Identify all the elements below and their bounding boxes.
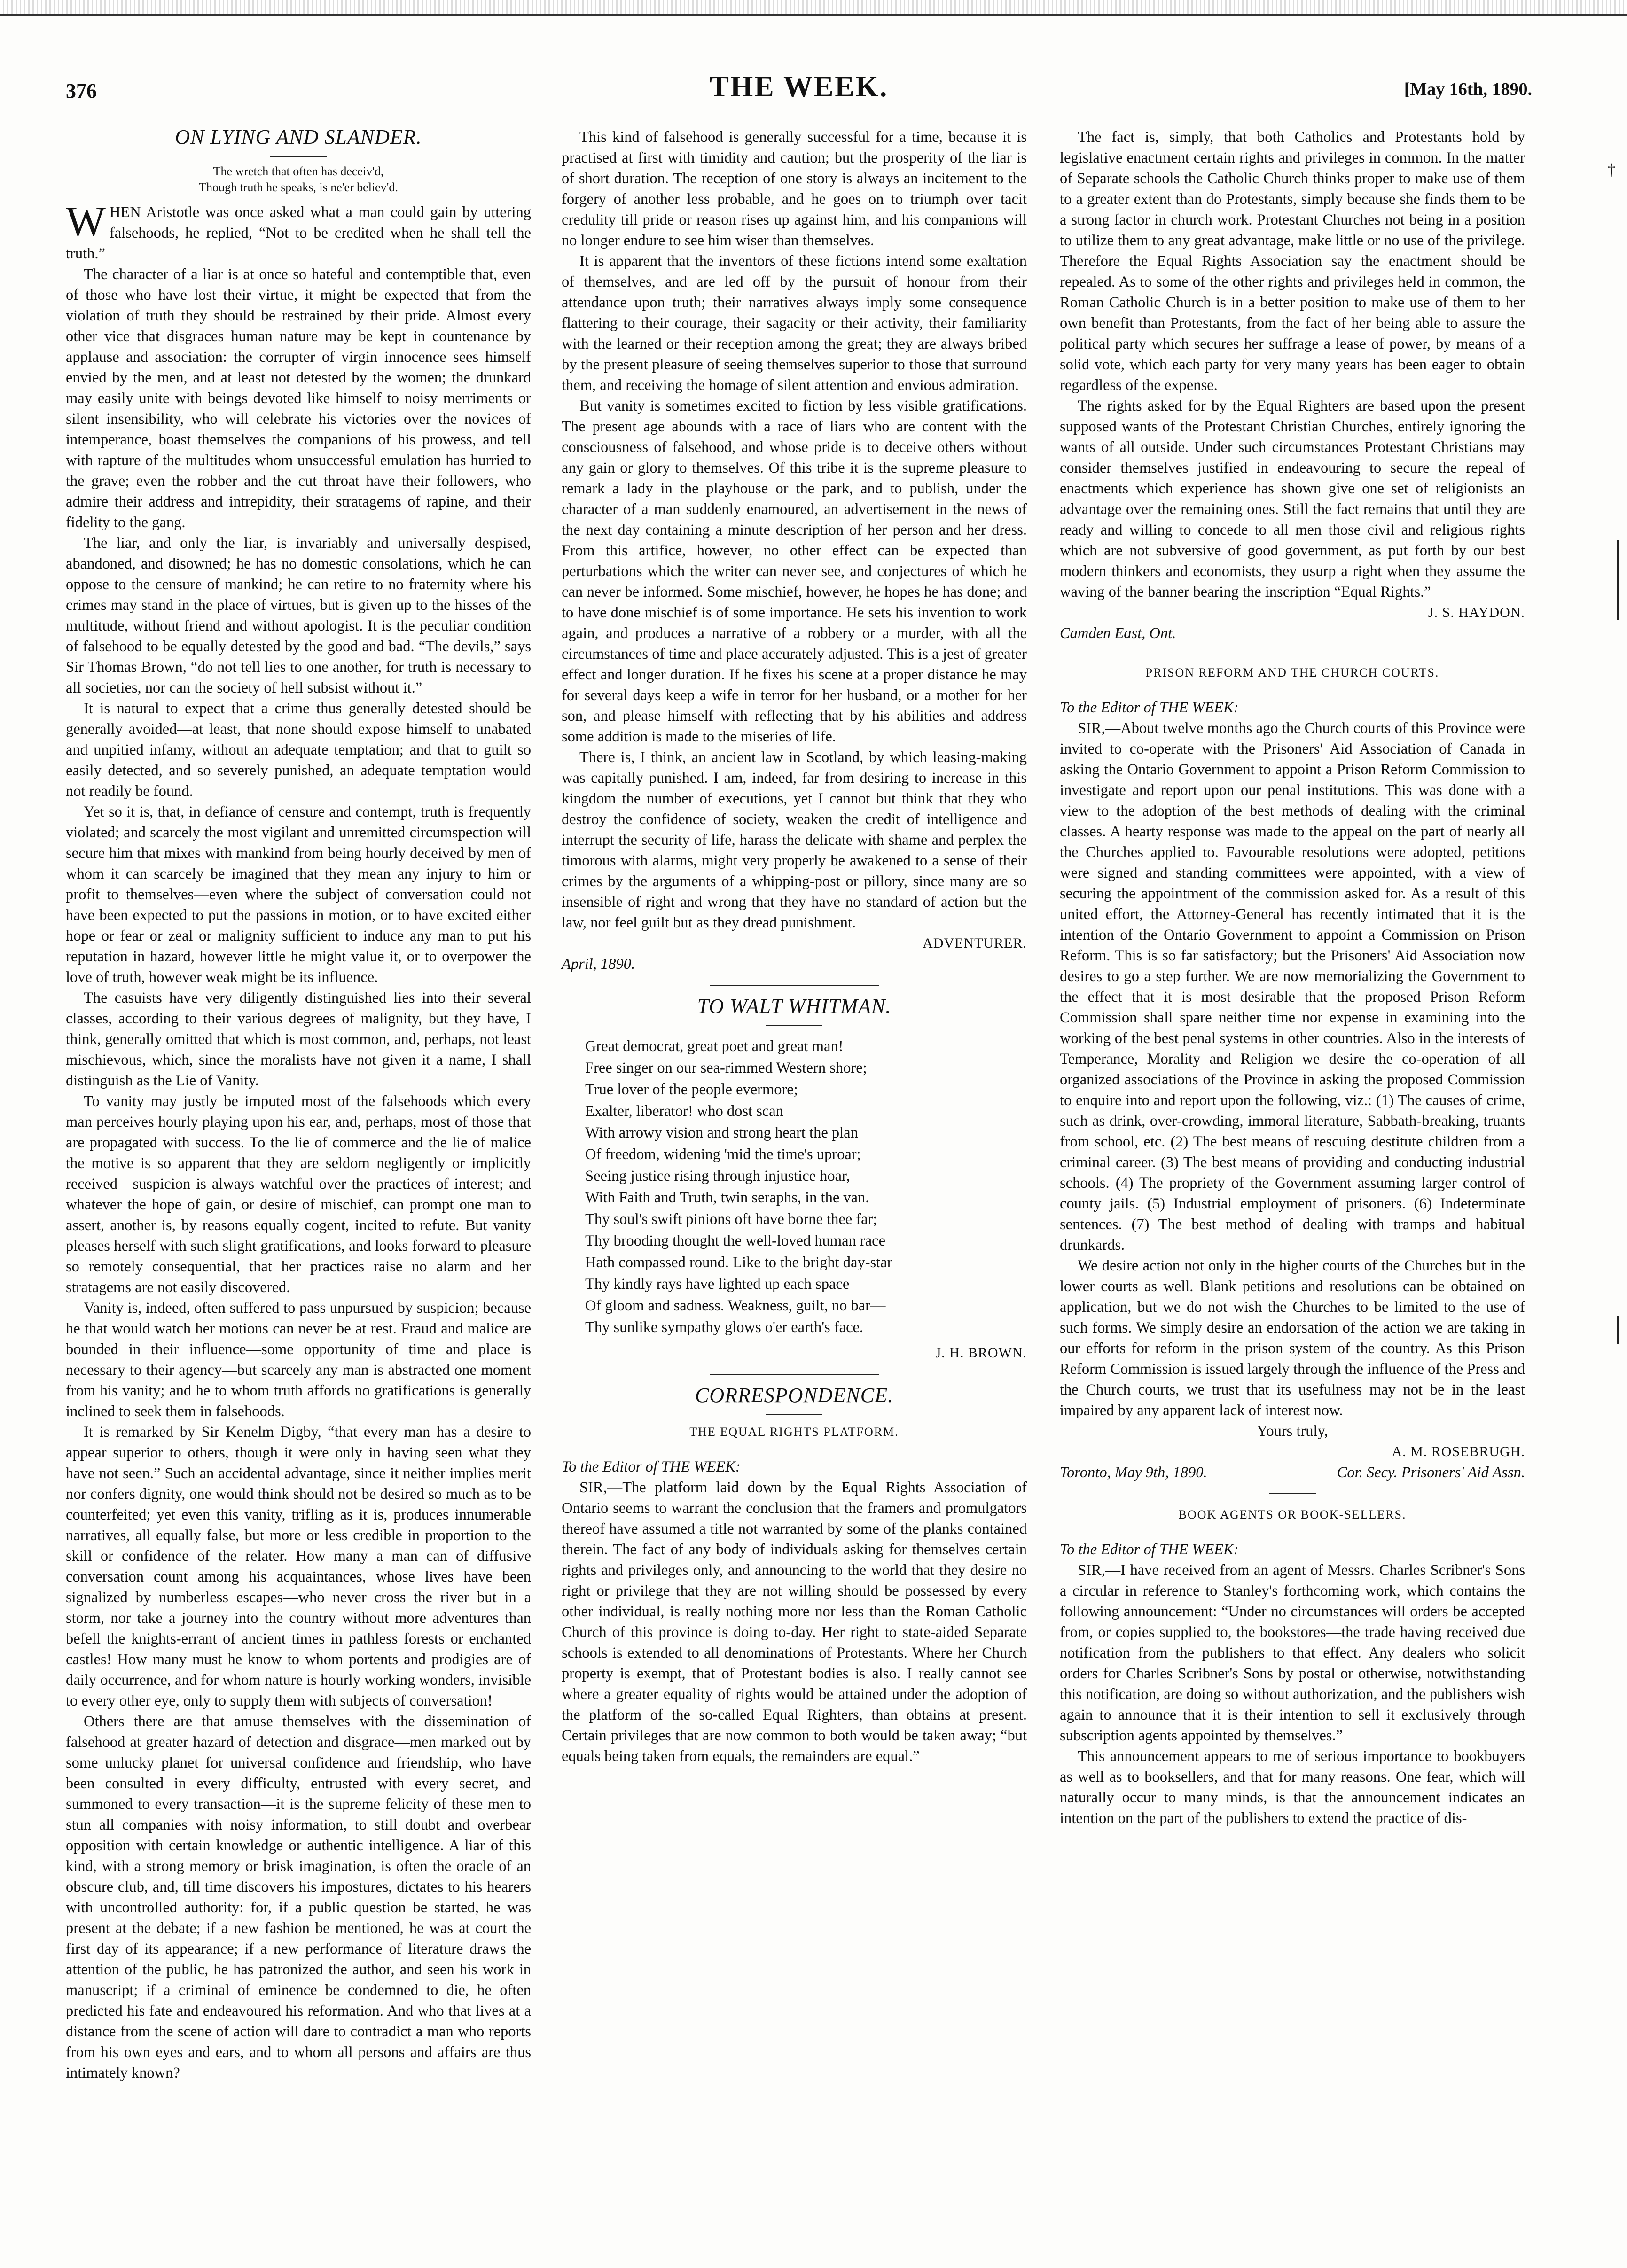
to-editor: To the Editor of THE WEEK: [1060,699,1239,716]
lying-para: It is natural to expect that a crime thus generally detested should be generally avoided—at least, that none should expose himself to unabated and unpitied infamy, without an adequate temptation; and that to guilt so easily detected, and so severely punished, an adequate temptation would not readily be found. [66,700,531,800]
divider [1269,1493,1316,1494]
whitman-signature: J. H. BROWN. [935,1345,1027,1361]
poem-line: Exalter, liberator! who dost scan [585,1103,783,1120]
prison-para: SIR,—About twelve months ago the Church courts of this Province were invited to co-operate with the Prisoners' Aid Association of Canada in asking the Ontario Government to appoint a Prison Reform Commission to investigate and report upon our penal institutions. This was done with a view to the adoption of the best methods of dealing with the criminal classes. A hearty response was made to the appeal on the part of nearly all the Churches applied to. Favourable resolutions were adopted, petitions were signed and standing committees were appointed, with a view of securing the appointment of the commission asked for. As a result of this united effort, the Attorney-General has recently intimated that it is the intention of the Ontario Government to appoint a Commission on Prison Reform. This is so far satisfactory; but the Prisoners' Aid Association now desires to go a step further. We are now memorializing the Government to the effect that it is most desirable that the proposed Prison Reform Commission shall spare neither time nor expense in examining into the working of the best penal systems in other countries. Also in the interests of Temperance, Morality and Religion we desire the co-operation of all organized associations of the Province in asking the proposed Commission to enquire into and report upon the following, viz.: (1) The causes of crime, such as drink, over-crowding, immoral literature, Sabbath-breaking, truants from school, etc. (2) The best means of rescuing destitute children from a criminal career. (3) The best means of providing and conducting industrial schools. (4) The propriety of the Government assuming larger control of county jails. (5) Industrial employment of prisoners. (6) Indeterminate sentences. (7) The best method of dealing with tramps and habitual drunkards. [1060,720,1525,1254]
prison-closing: Yours truly, [1257,1423,1328,1440]
poem-line: Thy soul's swift pinions oft have borne thee far; [585,1211,877,1228]
equal-rights-para: The rights asked for by the Equal Righters are based upon the present supposed wants of the Protestant Christian Churches, entirely ignoring the wants of all outside. Under such circumstances Protestant Christians may consider themselves justified in endeavouring to secure the repeal of enactments which experience has shown give one set of religionists an advantage over the remaining ones. Still the fact remains that until they are ready and willing to concede to all men those civil and religious rights which are not subversive of good government, as put forth by our best modern thinkers and economists, they usurp a right when they assume the waving of the banner bearing the inscription “Equal Rights.” [1060,397,1525,600]
epigraph [66,164,531,195]
issue-date: [May 16th, 1890. [1404,79,1532,99]
lying-para: The character of a liar is at once so hateful and contemptible that, even of those who have lost their virtue, it might be expected that from the violation of truth they should be restrained by their pride. Almost every other vice that disgraces human nature may be kept in countenance by applause and association: the corrupter of virgin innocence sees himself envied by the men, and at least not detested by the women; the drunkard may easily unite with beings devoted like himself to noisy merriments or silent insensibility, who will celebrate his victories over the novices of intemperance, boast themselves the companions of his prowess, and tell with rapture of the multitudes whom unsuccessful emulation has hurried to the grave; even the robber and the cut throat have their followers, who admire their address and intrepidity, their stratagems of rapine, and their fidelity to the gang. [66,266,531,531]
column-1 [66,127,531,2083]
lying-para-text: HEN Aristotle was once asked what a man could gain by uttering falsehoods, he replied, “Not to be credited when he shall tell the truth.” [66,204,531,262]
lying-para: To vanity may justly be imputed most of the falsehoods which every man perceives hourly playing upon his ear, and, perhaps, most of those that are propagated with success. To the lie of commerce and the lie of malice the motive is so apparent that they are seldom negligently or implicitly received—suspicion is always watchful over the practices of interest; and whatever the hope of gain, or desire of mischief, can prompt one man to assert, another is, by reasons equally cogent, incited to refute. But vanity pleases herself with such slight gratifications, and looks forward to pleasure so remotely consequential, that her practices raise no alarm and her stratagems are not easily discovered. [66,1093,531,1296]
prison-title: Cor. Secy. Prisoners' Aid Assn. [1337,1464,1525,1481]
poem-line: With Faith and Truth, twin seraphs, in the van. [585,1189,869,1206]
epigraph-line: Though truth he speaks, is ne'er believ'd. [199,180,398,194]
page-header [66,70,1532,127]
margin-mark: † [1607,160,1616,179]
column-3 [1060,127,1525,1829]
poem-line: Thy brooding thought the well-loved human race [585,1232,886,1249]
divider [766,1025,822,1026]
equal-rights-para: SIR,—The platform laid down by the Equal Rights Association of Ontario seems to warrant the conclusion that the framers and promulgators thereof have assumed a title not warranted by some of the planks contained therein. The fact of any body of individuals asking for themselves certain rights and privileges only, and announcing to the world that they desire no right or privilege that they are not willing should be possessed by every other individual, is really nothing more nor less than the Roman Catholic Church of this province is doing to-day. Her right to state-aided Separate schools is extended to all denominations of Protestants. Where her Church property is exempt, that of Protestant bodies is also. I really cannot see where a greater equality of rights would be attained under the adoption of the platform of the so-called Equal Righters, than obtains at present. Certain privileges that are now common to both would be taken away; “but equals being taken from equals, the remainders are equal.” [562,1479,1027,1765]
drop-cap: W [66,198,106,245]
lying-para: But vanity is sometimes excited to fiction by less visible gratifications. The present age abounds with a race of liars who are content with the consciousness of falsehood, and whose pride is to deceive others without any gain or glory to themselves. Of this tribe it is the supreme pleasure to remark a lady in the playhouse or the park, and to publish, under the character of a man suddenly enamoured, an advertisement in the news of the next day containing a minute description of her person and her dress. From this artifice, however, no other effect can be expected than perturbations which the writer can never see, and conjectures of which he can never be informed. Some mischief, however, he hopes he has done; and to have done mischief is of some importance. He sets his invention to work again, and produces a narrative of a robbery or a murder, with all the circumstances of time and place accurately adjusted. This is a jest of greater effect and longer duration. If he fixes his scene at a proper distance he may for several days keep a wife in terror for her husband, or a mother for her son, and please himself with reflecting that by his abilities and address some addition is made to the miseries of life. [562,397,1027,745]
prison-place: Toronto, May 9th, 1890. [1060,1464,1207,1481]
masthead: THE WEEK. [709,71,889,103]
equal-rights-place: Camden East, Ont. [1060,625,1176,642]
poem-line: Great democrat, great poet and great man! [585,1038,844,1055]
lying-para: Yet so it is, that, in defiance of censure and contempt, truth is frequently violated; and scarcely the most vigilant and unremitted circumspection will secure him that mixes with mankind from being hourly deceived by men of whom it can scarcely be imagined that they mean any injury to him or profit to themselves—even where the subject of conversation could not have been expected to put the passions in motion, or to have excited either hope or fear or zeal or malignity sufficient to induce any man to put his reputation in hazard, however little he might value it, or to overpower the love of truth, however weak might be its influence. [66,803,531,986]
margin-bar [1617,1316,1619,1344]
to-editor: To the Editor of THE WEEK: [562,1458,741,1475]
lying-para: It is apparent that the inventors of these fictions intend some exaltation of themselves, and are led off by the pursuit of honour from their attendance upon truth; their narratives always imply some consequence flattering to their courage, their sagacity or their activity, their familiarity with the learned or their reception among the great; they are always bribed by the present pleasure of seeing themselves superior to those that surround them, and receiving the homage of silent attention and envious admiration. [562,253,1027,394]
divider [710,985,879,986]
book-agents-para: This announcement appears to me of serious importance to bookbuyers as well as to booksellers, and that for many reasons. One fear, which will naturally occur to many minds, is that the announcement indicates an intention on the part of the publishers to extend the practice of dis- [1060,1748,1525,1827]
poem-line: Of freedom, widening 'mid the time's uproar; [585,1146,861,1163]
page-number: 376 [66,79,97,102]
prison-heading: PRISON REFORM AND THE CHURCH COURTS. [1145,666,1439,679]
prison-sign-line [1060,1462,1525,1483]
poem-line: Of gloom and sadness. Weakness, guilt, no bar— [585,1297,886,1314]
lying-signature: ADVENTURER. [923,935,1027,951]
whitman-title: TO WALT WHITMAN. [697,995,892,1018]
lying-para: Vanity is, indeed, often suffered to pass unpursued by suspicion; because he that would watch her motions can never be at rest. Fraud and malice are bounded in their influence—some opportunity of time and place is necessary to their agency—but scarcely any man is abstracted one moment from his vanity; and he to whom truth affords no gratifications is generally inclined to seek them in falsehoods. [66,1300,531,1420]
poem-line: Hath compassed round. Like to the bright day-star [585,1254,892,1271]
divider [710,1374,879,1375]
prison-para: We desire action not only in the higher courts of the Churches but in the lower courts as well. Blank petitions and resolutions can be obtained on application, but we do not wish the Churches to be limited to the use of such forms. We simply desire an endorsation of the action we are taking in our efforts for reform in the prison system of the country. As this Prison Reform Commission is issued largely through the influence of the Press and the Church courts, we trust that its usefulness may not be in the least impaired by any apparent lack of interest now. [1060,1257,1525,1419]
poem-line: Thy kindly rays have lighted up each space [585,1276,850,1293]
top-border [0,0,1627,16]
correspondence-title: CORRESPONDENCE. [695,1384,893,1407]
poem-line: Seeing justice rising through injustice hoar, [585,1168,850,1185]
poem-line: Free singer on our sea-rimmed Western shore; [585,1060,867,1076]
lying-dateline: April, 1890. [562,956,635,973]
whitman-poem [585,1036,1027,1338]
lying-para: The liar, and only the liar, is invariably and universally despised, abandoned, and disowned; he has no domestic consolations, which he can oppose to the censure of mankind; he can retire to no fraternity where his crimes may stand in the place of virtues, but is given up to the hisses of the multitude, without friend and without apologist. It is the peculiar condition of falsehood to be equally detested by the good and bad. “The devils,” says Sir Thomas Brown, “do not tell lies to one another, for truth is necessary to all societies, nor can the society of hell subsist without it.” [66,535,531,696]
lying-para [66,198,531,264]
lying-para: Others there are that amuse themselves with the dissemination of falsehood at greater hazard of detection and disgrace—men marked out by some unlucky planet for universal confidence and friendship, who have been consulted in every difficulty, entrusted with every secret, and summoned to every transaction—it is the supreme felicity of these men to stun all companies with noisy information, to still doubt and overbear opposition with certain knowledge or authentic intelligence. A liar of this kind, with a strong memory or brisk imagination, is often the oracle of an obscure club, and, till time discovers his impostures, dictates to his hearers with uncontrolled authority: for, if a public question be started, he was present at the debate; if a new fashion be mentioned, he was at court the first day of its appearance; if a new performance of literature draws the attention of the public, he has patronized the author, and seen his work in manuscript; if a criminal of eminence be condemned to die, he often predicted his fate and endeavoured his reformation. And who that lives at a distance from the scene of action will dare to contradict a man who reports from his own eyes and ears, and to whom all persons and affairs are thus intimately known? [66,1713,531,2081]
book-agents-heading: BOOK AGENTS OR BOOK-SELLERS. [1178,1508,1407,1521]
poem-line: True lover of the people evermore; [585,1081,798,1098]
column-2 [562,127,1027,1767]
lying-para: There is, I think, an ancient law in Scotland, by which leasing-making was capitally punished. I am, indeed, far from desiring to increase in this kingdom the number of executions, yet I cannot but think that they who destroy the confidence of society, weaken the credit of intelligence and interrupt the security of life, harass the delicate with shame and perplex the timorous with alarms, might very properly be awakened to a sense of their crimes by the arguments of a whipping-post or pillory, since many are so insensible of right and wrong that they have no standard of action but the law, nor feel guilt but as they dread punishment. [562,749,1027,931]
equal-rights-signature: J. S. HAYDON. [1428,605,1525,620]
prison-signature: A. M. ROSEBRUGH. [1392,1444,1525,1459]
divider [270,156,327,157]
equal-rights-heading: THE EQUAL RIGHTS PLATFORM. [689,1425,899,1439]
lying-para: The casuists have very diligently distinguished lies into their several classes, according to their various degrees of malignity, but they have, I think, generally omitted that which is most common, and, perhaps, not least mischievous, which, since the moralists have not given it a name, I shall distinguish as the Lie of Vanity. [66,990,531,1089]
book-agents-para: SIR,—I have received from an agent of Messrs. Charles Scribner's Sons a circular in reference to Stanley's forthcoming work, which contains the following announcement: “Under no circumstances will orders be accepted from, or copies supplied to, the bookstores—the trade having received due notification from the publishers to that effect. Any dealers who solicit orders for Charles Scribner's Sons by postal or otherwise, notwithstanding this notification, are doing so without authorization, and the publishers wish again to announce that it is their intention to sell it exclusively through subscription agents appointed by themselves.” [1060,1562,1525,1744]
poem-line: Thy sunlike sympathy glows o'er earth's face. [585,1319,864,1336]
margin-bar [1617,540,1619,620]
poem-line: With arrowy vision and strong heart the plan [585,1124,858,1141]
lying-title: ON LYING AND SLANDER. [175,125,422,148]
to-editor: To the Editor of THE WEEK: [1060,1541,1239,1558]
lying-para: This kind of falsehood is generally successful for a time, because it is practised at first with timidity and caution; but the prosperity of the liar is of short duration. The reception of one story is always an incitement to the forgery of another less probable, and he goes on to triumph over tacit credulity till pride or reason rises up against him, and his companions will no longer endure to see him wiser than themselves. [562,129,1027,249]
divider [766,1414,822,1415]
epigraph-line: The wretch that often has deceiv'd, [213,164,384,178]
equal-rights-para: The fact is, simply, that both Catholics and Protestants hold by legislative enactment certain rights and privileges in common. In the matter of Separate schools the Catholic Church thinks proper to make use of them to a greater extent than do Protestants, simply because she finds them to be a strong factor in church work. Protestant Churches not being in a position to utilize them to any great advantage, make little or no use of the privilege. Therefore the Equal Rights Association say the enactment should be repealed. As to some of the other rights and privileges held in common, the Roman Catholic Church is in a better position to make use of them to her own benefit than Protestants, from the fact of her being able to assure the political party which secures her suffrage a lease of power, by means of a solid vote, which each party for very many years has been eager to obtain regardless of the expense. [1060,129,1525,394]
lying-para: It is remarked by Sir Kenelm Digby, “that every man has a desire to appear superior to others, though it were only in having seen what they have not seen.” Such an accidental advantage, since it neither implies merit nor confers dignity, one would think should not be desired so much as to be counterfeited; yet even this vanity, trifling as it is, produces innumerable narratives, all equally false, but more or less credible in proportion to the skill or confidence of the relater. How many a man can of diffusive conversation count among his acquaintances, whose lives have been signalized by numberless escapes—who never cross the river but in a storm, nor take a journey into the country without more adventures than befell the knights-errant of ancient times in pathless forests or enchanted castles! How many must he know to whom portents and prodigies are of daily occurrence, and for whom nature is hourly working wonders, invisible to every other eye, only to supply them with subjects of conversation! [66,1424,531,1709]
